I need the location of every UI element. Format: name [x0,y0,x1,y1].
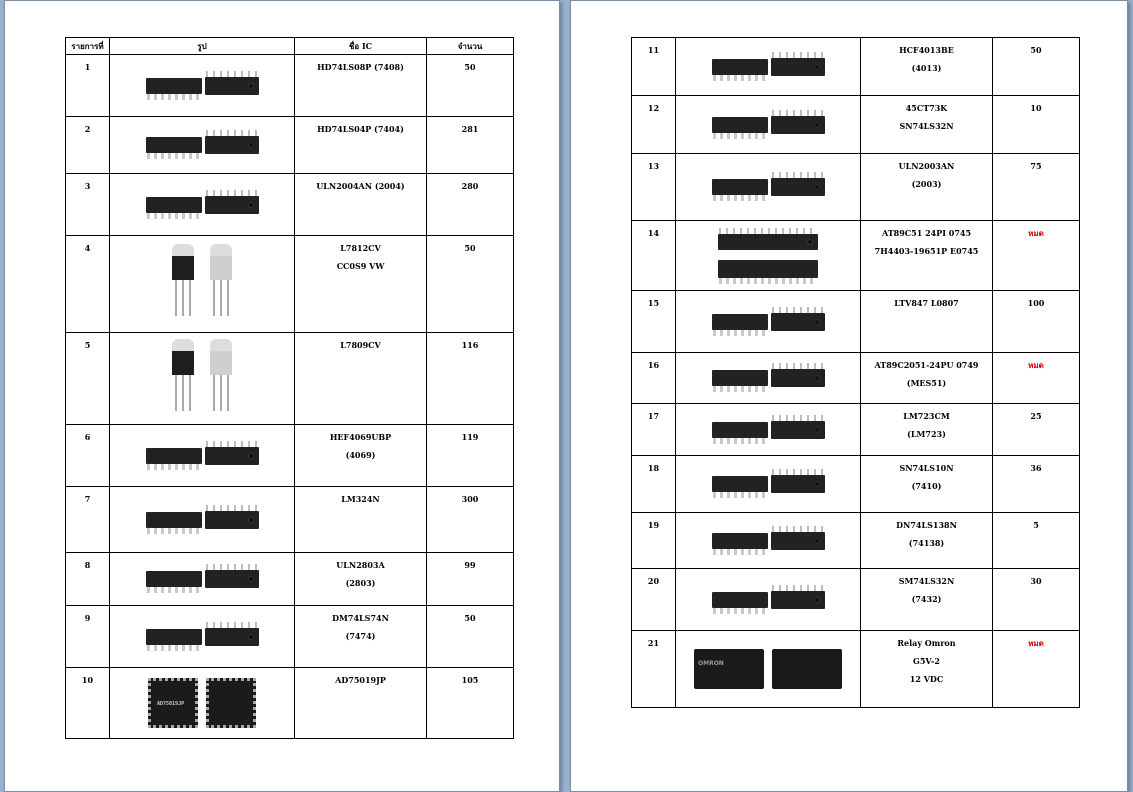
ic-picture-cell [676,404,861,456]
ic-name-line: (MES51) [906,378,947,388]
ic-name-line: G5V-2 [913,656,940,666]
ic-photo [676,178,860,196]
table-row [632,456,1080,513]
chip-top-view [718,234,818,250]
ic-name [861,456,993,513]
ic-picture-cell [676,154,861,221]
chip-top-view [771,116,825,134]
item-number: 10 [66,668,110,739]
chip-side-view [712,476,768,492]
quantity: 50 [993,38,1080,96]
ic-name-line: LM324N [341,494,380,504]
ic-photo [110,339,294,419]
chip-side-view [146,571,202,587]
ic-name [295,236,427,333]
quantity: หมด [993,631,1080,708]
ic-picture-cell [676,569,861,631]
table-row [66,553,514,606]
ic-name [295,425,427,487]
quantity: 36 [993,456,1080,513]
document-page-right [570,0,1128,792]
chip-top-view [771,313,825,331]
ic-name [295,117,427,174]
ic-name-line: SN74LS10N [899,463,954,473]
ic-name [861,631,993,708]
ic-name [861,404,993,456]
chip-side-view [712,117,768,133]
ic-picture-cell [110,553,295,606]
ic-name-line: 12 VDC [909,674,944,684]
item-number: 15 [632,291,676,353]
chip-top-view [771,591,825,609]
table-row [66,425,514,487]
ic-name [295,668,427,739]
table-row [66,333,514,425]
ic-photo [676,58,860,76]
table-row [632,569,1080,631]
chip-top-view [205,628,259,646]
ic-name [861,154,993,221]
ic-name [295,55,427,117]
item-number: 21 [632,631,676,708]
table-row [632,38,1080,96]
ic-picture-cell [110,174,295,236]
ic-picture-cell [110,333,295,425]
regulator-back [208,244,234,324]
item-number: 20 [632,569,676,631]
ic-picture-cell [676,353,861,404]
ic-name-line: ULN2004AN (2004) [316,181,405,191]
quantity: 50 [427,236,514,333]
table-row [66,236,514,333]
quantity: 119 [427,425,514,487]
chip-top-view [205,136,259,154]
ic-name-line: Relay Omron [897,638,956,648]
quantity: 280 [427,174,514,236]
ic-photo [676,421,860,439]
ic-name-line: (2003) [911,179,942,189]
ic-name-line: ULN2003AN [898,161,955,171]
ic-name [861,38,993,96]
ic-name [295,487,427,553]
ic-photo [676,532,860,550]
ic-photo [110,570,294,588]
ic-name-line: HEF4069UBP [329,432,392,442]
ic-photo [676,649,860,689]
table-row [632,631,1080,708]
chip-side-view [146,78,202,94]
ic-name-line: AD75019JP [335,675,386,685]
ic-name-line: SM74LS32N [898,576,955,586]
ic-photo [676,234,860,278]
quantity: 99 [427,553,514,606]
ic-photo [676,313,860,331]
ic-name-line: (7474) [345,631,376,641]
chip-side-view [712,422,768,438]
quantity: 300 [427,487,514,553]
quantity: 10 [993,96,1080,154]
relay-side [772,649,842,689]
table-row [632,353,1080,404]
ic-name-line: (7432) [911,594,942,604]
ic-picture-cell [110,236,295,333]
ic-picture-cell [676,96,861,154]
ic-picture-cell [676,291,861,353]
item-number: 19 [632,513,676,569]
ic-name-line: HD74LS04P (7404) [317,124,404,134]
ic-picture-cell [676,513,861,569]
header-quantity: จำนวน [427,38,514,55]
header-ic-name: ชื่อ IC [295,38,427,55]
ic-name-line: (LM723) [907,429,946,439]
table-row [66,606,514,668]
ic-photo [676,591,860,609]
chip-side-view [718,260,818,278]
table-header-row [66,38,514,55]
ic-name-line: HCF4013BE [899,45,954,55]
ic-picture-cell [110,487,295,553]
table-row [66,55,514,117]
item-number: 11 [632,38,676,96]
table-row [632,291,1080,353]
chip-top-view [205,511,259,529]
ic-name-line: HD74LS08P (7408) [317,62,404,72]
item-number: 7 [66,487,110,553]
ic-name [861,353,993,404]
chip-side-view [146,629,202,645]
quantity: 75 [993,154,1080,221]
item-number: 18 [632,456,676,513]
ic-name-line: 7H4403-19651P E0745 [874,246,979,256]
chip-side-view [712,59,768,75]
chip-top-view [771,532,825,550]
relay-label: OMRON [698,660,724,667]
chip-top-view [205,447,259,465]
chip-top-view [771,475,825,493]
ic-name [861,569,993,631]
ic-name [295,333,427,425]
ic-picture-cell [110,606,295,668]
ic-picture-cell [676,221,861,291]
ic-photo [676,116,860,134]
item-number: 5 [66,333,110,425]
header-picture: รูป [110,38,295,55]
ic-photo [110,196,294,214]
ic-picture-cell [676,456,861,513]
ic-picture-cell [110,117,295,174]
chip-side-view [712,592,768,608]
ic-picture-cell [676,38,861,96]
chip-side-view [712,179,768,195]
table-row [632,154,1080,221]
ic-name-line: LTV847 L0807 [894,298,959,308]
item-number: 16 [632,353,676,404]
ic-name-line: (74138) [908,538,945,548]
chip-top-view [771,369,825,387]
plcc-chip-front [148,678,198,728]
ic-photo [110,77,294,95]
ic-name [861,221,993,291]
table-row [632,221,1080,291]
table-row [66,487,514,553]
chip-side-view [146,137,202,153]
chip-side-view [146,512,202,528]
item-number: 2 [66,117,110,174]
ic-name-line: ULN2803A [336,560,385,570]
ic-photo [110,511,294,529]
quantity: 105 [427,668,514,739]
quantity: 281 [427,117,514,174]
ic-photo [110,244,294,324]
ic-photo [110,628,294,646]
ic-name-line: CC0S9 VW [336,261,385,271]
ic-picture-cell [676,631,861,708]
item-number: 8 [66,553,110,606]
ic-name-line: DN74LS138N [896,520,957,530]
ic-name-line: L7809CV [340,340,381,350]
quantity: หมด [993,221,1080,291]
chip-top-view [205,77,259,95]
quantity: 5 [993,513,1080,569]
chip-side-view [146,448,202,464]
table-row [632,96,1080,154]
quantity: 25 [993,404,1080,456]
ic-name [295,174,427,236]
table-row [632,513,1080,569]
quantity: 50 [427,606,514,668]
quantity: 100 [993,291,1080,353]
chip-top-view [205,570,259,588]
ic-name-line: DM74LS74N [332,613,389,623]
ic-picture-cell [110,668,295,739]
ic-photo [110,447,294,465]
ic-picture-cell [110,425,295,487]
regulator-front [170,244,196,324]
ic-name [861,513,993,569]
ic-name [295,553,427,606]
item-number: 17 [632,404,676,456]
ic-photo [110,678,294,728]
header-item: รายการที่ [66,38,110,55]
chip-side-view [146,197,202,213]
ic-name [861,291,993,353]
ic-photo-stack [718,234,818,278]
ic-photo [676,475,860,493]
ic-picture-cell [110,55,295,117]
ic-name-line: AT89C51 24PI 0745 [881,228,972,238]
table-row [66,668,514,739]
item-number: 12 [632,96,676,154]
item-number: 6 [66,425,110,487]
plcc-chip-label: AD75019JP [157,701,185,707]
item-number: 9 [66,606,110,668]
quantity: 30 [993,569,1080,631]
item-number: 4 [66,236,110,333]
chip-top-view [771,421,825,439]
chip-side-view [712,314,768,330]
table-row [632,404,1080,456]
item-number: 14 [632,221,676,291]
ic-name-line: LM723CM [903,411,950,421]
ic-photo [110,136,294,154]
regulator-back [208,339,234,419]
quantity: 50 [427,55,514,117]
plcc-chip-back [206,678,256,728]
ic-name-line: (7410) [911,481,942,491]
ic-inventory-table-left [65,37,514,739]
table-row [66,174,514,236]
chip-top-view [205,196,259,214]
ic-name [861,96,993,154]
ic-name-line: (4069) [345,450,376,460]
document-page-left [4,0,560,792]
ic-name-line: L7812CV [340,243,381,253]
relay-front [694,649,764,689]
regulator-front [170,339,196,419]
ic-name-line: AT89C2051-24PU 0749 [874,360,979,370]
ic-name-line: SN74LS32N [899,121,954,131]
chip-side-view [712,533,768,549]
item-number: 3 [66,174,110,236]
ic-name-line: (4013) [911,63,942,73]
table-row [66,117,514,174]
item-number: 1 [66,55,110,117]
chip-top-view [771,178,825,196]
ic-inventory-table-right [631,37,1080,708]
quantity: หมด [993,353,1080,404]
ic-name [295,606,427,668]
ic-photo [676,369,860,387]
quantity: 116 [427,333,514,425]
ic-name-line: 45CT73K [905,103,948,113]
item-number: 13 [632,154,676,221]
ic-name-line: (2803) [345,578,376,588]
chip-top-view [771,58,825,76]
chip-side-view [712,370,768,386]
